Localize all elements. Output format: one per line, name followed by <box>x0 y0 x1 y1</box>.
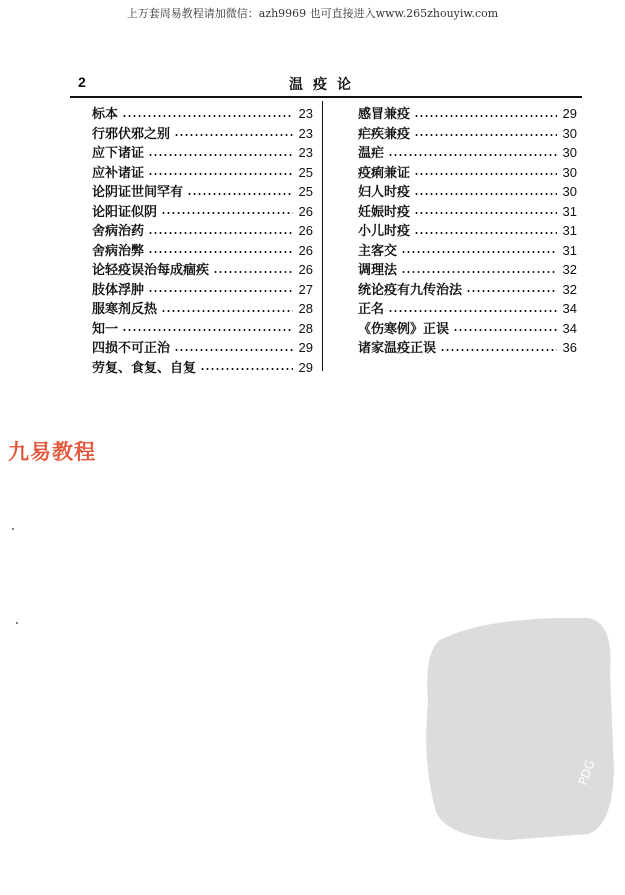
toc-entry-title: 标本 <box>92 107 119 122</box>
toc-entry-page: 36 <box>562 340 577 355</box>
toc-entry-title: 温疟 <box>358 146 385 161</box>
toc-entry <box>358 337 577 357</box>
toc-entry-page: 31 <box>562 203 577 219</box>
toc-entry <box>358 142 577 162</box>
toc-entry <box>358 201 577 221</box>
toc-entry-page: 26 <box>298 203 313 219</box>
toc-entry-page: 34 <box>562 320 577 336</box>
dot-leader <box>414 133 557 137</box>
scan-speck <box>12 528 14 530</box>
dot-leader <box>200 367 293 371</box>
seal-shape <box>426 618 614 840</box>
dot-leader <box>161 211 293 215</box>
header-rule <box>70 96 582 98</box>
dot-leader <box>414 211 557 215</box>
dot-leader <box>174 348 293 352</box>
toc-entry <box>358 298 577 318</box>
dot-leader <box>440 348 557 352</box>
toc-entry-title: 服寒剂反热 <box>92 302 158 317</box>
column-divider <box>322 101 323 371</box>
toc-entry-page: 31 <box>562 223 577 238</box>
dot-leader <box>174 133 293 137</box>
toc-entry <box>92 181 313 201</box>
toc-entry <box>92 298 313 318</box>
toc-entry-title: 诸家温疫正误 <box>358 341 437 356</box>
toc-entry-page: 25 <box>298 184 313 199</box>
dot-leader <box>148 153 293 157</box>
toc-entry <box>92 201 313 221</box>
toc-entry <box>92 162 313 182</box>
toc-entry-page: 29 <box>298 359 313 375</box>
toc-entry <box>92 357 313 377</box>
dot-leader <box>148 250 293 254</box>
dot-leader <box>414 114 557 118</box>
toc-entry-title: 知一 <box>92 321 119 337</box>
toc-entry-title: 行邪伏邪之别 <box>92 126 171 142</box>
toc-entry-page: 29 <box>562 106 577 121</box>
toc-entry-page: 25 <box>298 164 313 180</box>
dot-leader <box>122 328 293 332</box>
toc-entry-page: 30 <box>562 164 577 180</box>
dot-leader <box>187 192 293 196</box>
toc-left-column <box>92 103 313 376</box>
toc-entry-title: 主客交 <box>358 243 398 259</box>
toc-entry-title: 调理法 <box>358 263 398 278</box>
dot-leader <box>414 192 557 196</box>
toc-entry-page: 30 <box>562 184 577 199</box>
toc-entry-page: 23 <box>298 125 313 141</box>
toc-entry-page: 28 <box>298 301 313 316</box>
toc-entry-page: 29 <box>298 340 313 355</box>
toc-entry <box>358 162 577 182</box>
scan-speck <box>16 622 18 624</box>
toc-entry <box>92 240 313 260</box>
dot-leader <box>466 289 557 293</box>
toc-entry <box>358 103 577 123</box>
dot-leader <box>148 231 293 235</box>
toc-entry <box>92 220 313 240</box>
toc-entry <box>92 318 313 338</box>
watermark-text: 九易教程 <box>8 440 96 464</box>
seal-stamp <box>418 612 618 842</box>
toc-entry <box>358 181 577 201</box>
seal-graphic <box>418 612 618 842</box>
toc-entry-title: 妊娠时疫 <box>358 204 411 220</box>
toc-entry-page: 23 <box>298 106 313 121</box>
toc-entry-title: 疫痢兼证 <box>358 165 411 181</box>
toc-entry <box>92 123 313 143</box>
dot-leader <box>161 309 293 313</box>
toc-entry-page: 26 <box>298 223 313 238</box>
toc-entry-title: 感冒兼疫 <box>358 107 411 122</box>
toc-entry <box>92 259 313 279</box>
toc-entry-page: 31 <box>562 242 577 258</box>
toc-entry <box>92 279 313 299</box>
seal-label: PDG <box>575 758 598 788</box>
toc-entry-page: 26 <box>298 262 313 277</box>
toc-entry-title: 统论疫有九传治法 <box>358 282 463 298</box>
toc-entry-title: 妇人时疫 <box>358 185 411 200</box>
toc-entry-page: 26 <box>298 242 313 258</box>
toc-entry-page: 34 <box>562 301 577 316</box>
toc-entry-title: 正名 <box>358 302 385 317</box>
page-number: 2 <box>78 74 86 90</box>
toc-entry-page: 23 <box>298 145 313 160</box>
dot-leader <box>401 270 557 274</box>
dot-leader <box>148 172 293 176</box>
dot-leader <box>453 328 557 332</box>
toc-entry <box>358 123 577 143</box>
toc-entry <box>358 220 577 240</box>
toc-entry <box>358 259 577 279</box>
toc-entry-title: 四损不可正治 <box>92 341 171 356</box>
toc-right-column <box>358 103 577 357</box>
toc-entry-title: 论阳证似阴 <box>92 204 158 220</box>
dot-leader <box>401 250 557 254</box>
toc-entry-title: 舍病治弊 <box>92 243 145 259</box>
toc-entry-title: 疟疾兼疫 <box>358 126 411 142</box>
page-header <box>70 74 580 94</box>
page-title: 温疫论 <box>289 77 361 93</box>
dot-leader <box>213 270 293 274</box>
toc-entry-page: 28 <box>298 320 313 336</box>
toc-entry-title: 应补诸证 <box>92 165 145 181</box>
toc-entry-page: 30 <box>562 145 577 160</box>
top-banner: 上万套周易教程请加微信：azh9969 也可直接进入www.265zhouyiw.com <box>126 7 499 20</box>
toc-entry-title: 《伤寒例》正误 <box>358 321 450 337</box>
dot-leader <box>414 231 557 235</box>
toc-entry <box>358 318 577 338</box>
dot-leader <box>388 153 557 157</box>
toc-entry-page: 32 <box>562 281 577 297</box>
toc-entry-page: 27 <box>298 281 313 297</box>
toc-entry-title: 论阴证世间罕有 <box>92 185 184 200</box>
dot-leader <box>414 172 557 176</box>
toc-entry-title: 劳复、食复、自复 <box>92 360 197 376</box>
dot-leader <box>148 289 293 293</box>
toc-entry <box>92 103 313 123</box>
toc-entry-page: 32 <box>562 262 577 277</box>
dot-leader <box>122 114 293 118</box>
toc-entry <box>92 142 313 162</box>
toc-entry <box>358 240 577 260</box>
dot-leader <box>388 309 557 313</box>
toc-entry <box>358 279 577 299</box>
toc-entry-title: 论轻疫误治每成痼疾 <box>92 263 210 278</box>
toc-entry-title: 应下诸证 <box>92 146 145 161</box>
toc-entry-title: 肢体浮肿 <box>92 282 145 298</box>
toc-entry-title: 舍病治药 <box>92 224 145 239</box>
toc-entry <box>92 337 313 357</box>
toc-entry-title: 小儿时疫 <box>358 224 411 239</box>
toc-entry-page: 30 <box>562 125 577 141</box>
